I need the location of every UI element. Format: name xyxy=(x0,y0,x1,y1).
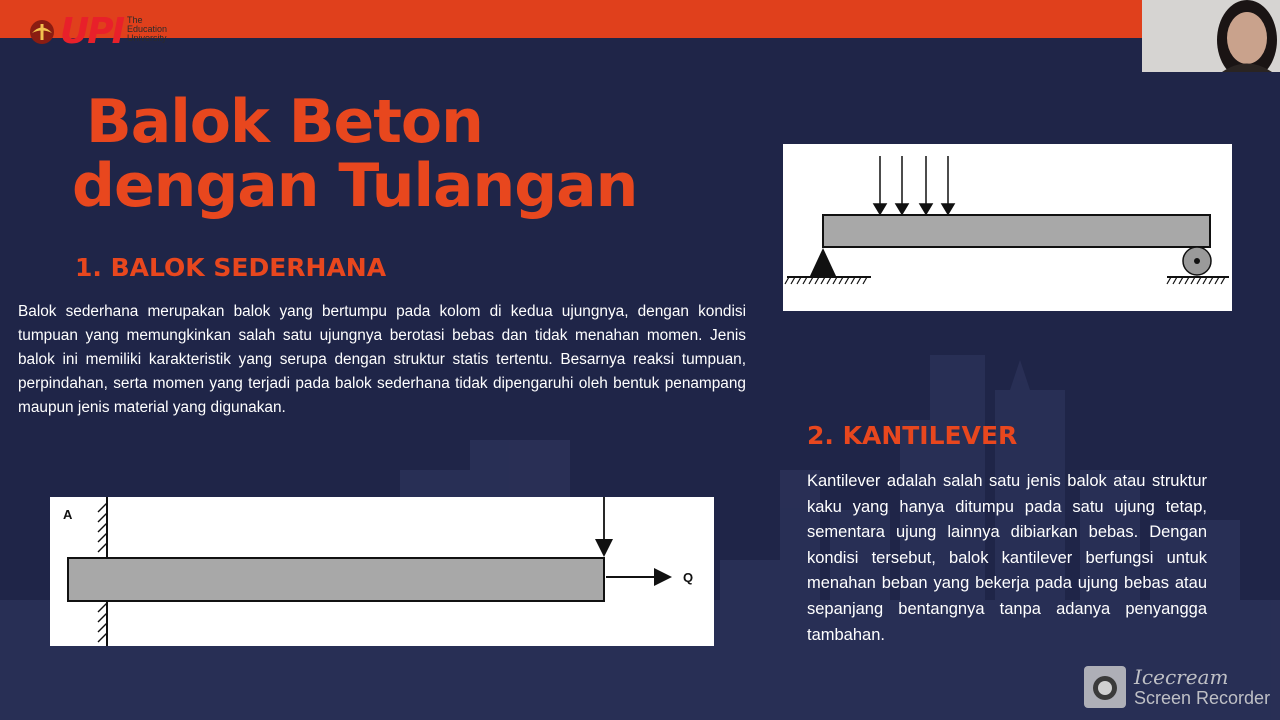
slide-title xyxy=(72,87,638,221)
simple-beam-diagram xyxy=(783,144,1232,311)
label-q: Q xyxy=(683,570,694,585)
cantilever-figure xyxy=(50,497,714,646)
section2-body: Kantilever adalah salah satu jenis balok atau struktur kaku yang hanya ditumpu pada satu ujung tetap, sementara ujung lainnya dibiarkan bebas. Dengan kondisi tersebut, balok kantilever berfungsi untuk menahan beban yang bekerja pada ujung bebas atau sepanjang bentangnya tanpa adanya penyangga tambahan. xyxy=(807,472,1207,644)
pin-support xyxy=(810,248,836,276)
cantilever-diagram xyxy=(50,497,714,646)
section1-heading: 1. BALOK SEDERHANA xyxy=(75,253,387,282)
section2-heading: 2. KANTILEVER xyxy=(807,421,1018,450)
presenter-webcam xyxy=(1142,0,1280,72)
watermark-product: Screen Recorder xyxy=(1134,688,1271,708)
title-line-1: Balok Beton xyxy=(86,87,483,157)
section1-body: Balok sederhana merupakan balok yang bertumpu pada kolom di kedua ujungnya, dengan kondisi tumpuan yang memungkinkan salah satu ujungnya berotasi bebas dan tidak menahan momen. Jenis balok ini memiliki karakteristik yang serupa dengan struktur statis tertentu. Besarnya reaksi tumpuan, perpindahan, serta momen yang terjadi pada balok sederhana tidak dipengaruhi oleh bentuk penampang maupun jenis material yang digunakan. xyxy=(18,303,746,416)
top-banner xyxy=(0,0,1142,38)
logo-wordmark: UPI xyxy=(60,11,124,52)
upi-emblem-icon xyxy=(28,18,56,46)
recorder-watermark xyxy=(1082,664,1270,710)
logo-subtitle-line2: Education xyxy=(127,23,168,34)
title-line-2: dengan Tulangan xyxy=(72,151,638,221)
watermark-brand: Icecream xyxy=(1134,665,1229,689)
camera-icon xyxy=(1082,664,1128,710)
logo-subtitle-line3: University xyxy=(127,32,167,43)
university-logo xyxy=(28,12,167,52)
label-a: A xyxy=(63,507,73,522)
simple-beam-figure xyxy=(783,144,1232,311)
presenter-silhouette xyxy=(1142,0,1280,72)
logo-subtitle-line1: The xyxy=(127,14,143,25)
logo-subtitle xyxy=(127,16,167,43)
